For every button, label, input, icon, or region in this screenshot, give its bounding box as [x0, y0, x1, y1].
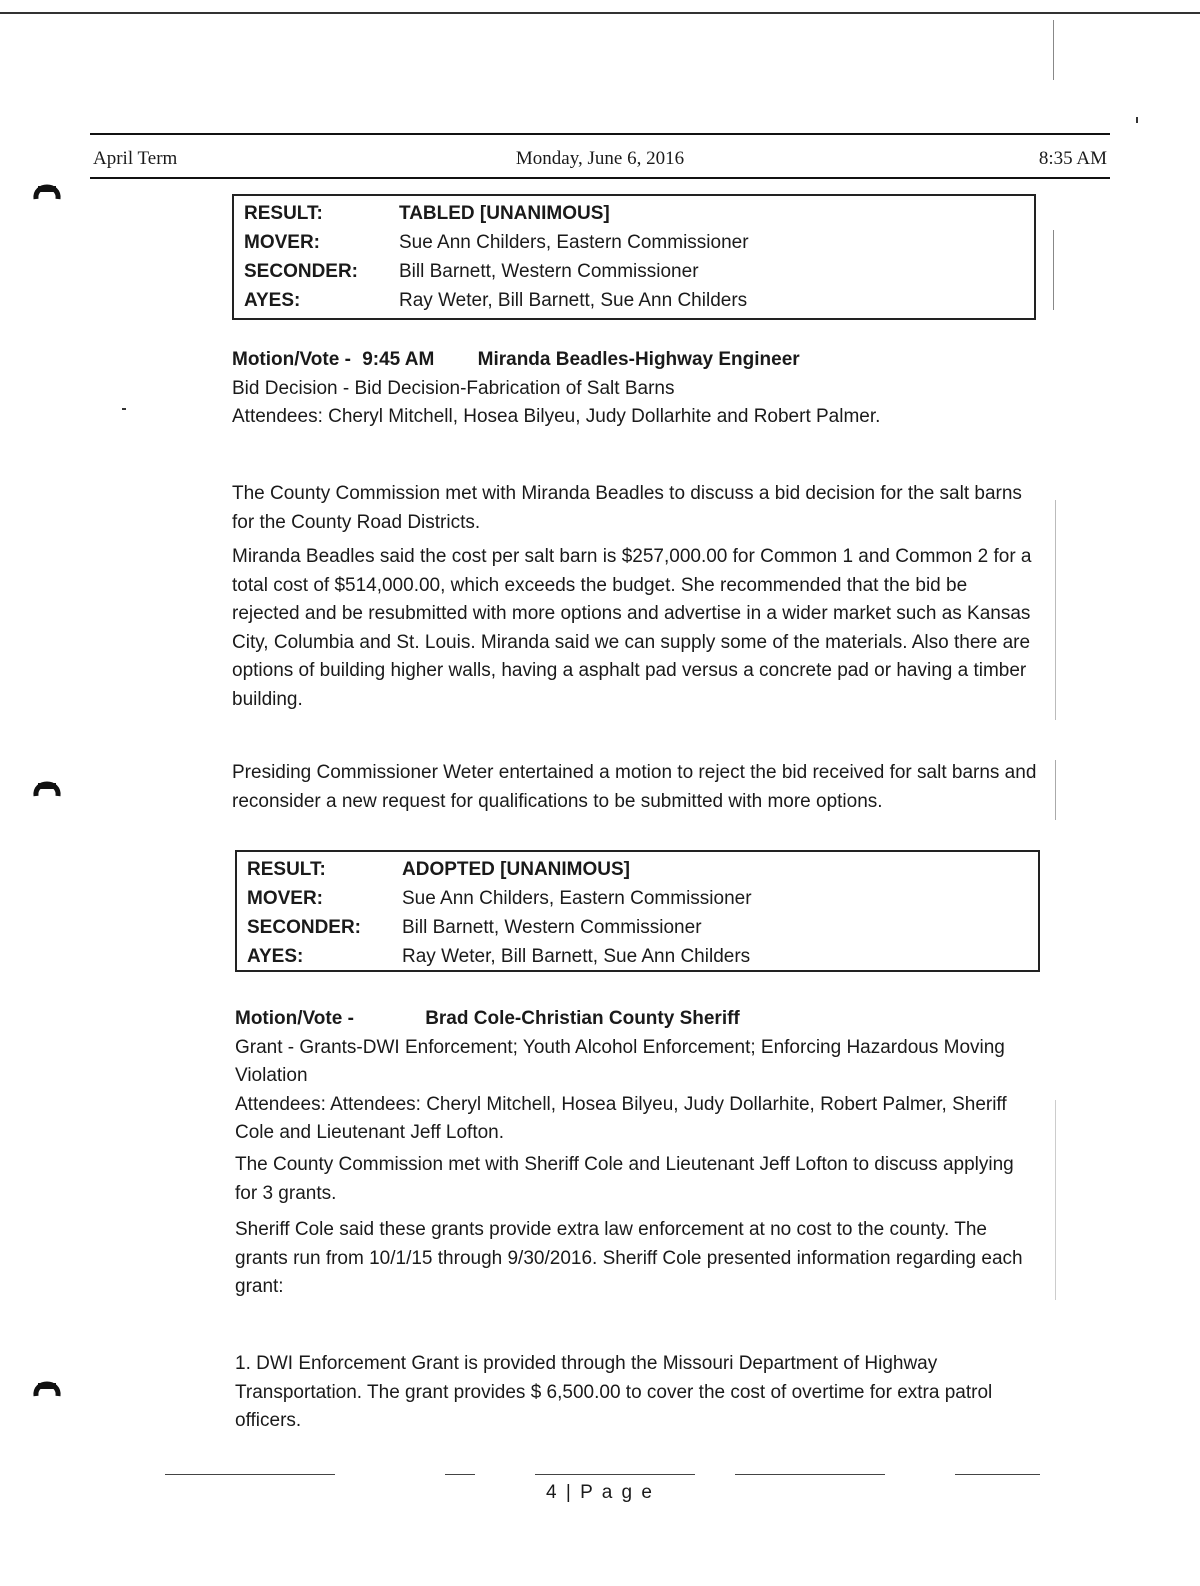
- footer-rule: [955, 1474, 1040, 1475]
- scan-speck: [1055, 1100, 1056, 1300]
- scan-speck: [1055, 760, 1056, 820]
- footer-rule: [535, 1474, 695, 1475]
- vote-result-box: [235, 850, 1040, 972]
- vote-label: AYES:: [244, 289, 301, 311]
- vote-mover-value: Sue Ann Childers, Eastern Commissioner: [399, 231, 749, 253]
- header-rule-top: [90, 133, 1110, 135]
- vote-row-mover: [244, 228, 1024, 257]
- vote-row-result: [247, 855, 1028, 884]
- term-label: April Term: [93, 148, 178, 169]
- motion-label: Motion/Vote -: [235, 1008, 354, 1029]
- footer-rule: [445, 1474, 475, 1475]
- vote-label: RESULT:: [244, 202, 323, 224]
- meeting-time: 8:35 AM: [1038, 148, 1107, 169]
- motion-label: Motion/Vote -: [232, 349, 351, 370]
- vote-result-value: TABLED [UNANIMOUS]: [399, 202, 610, 224]
- vote-result-box: [232, 194, 1036, 320]
- vote-ayes-value: Ray Weter, Bill Barnett, Sue Ann Childers: [402, 945, 751, 967]
- presenter: Brad Cole-Christian County Sheriff: [425, 1008, 740, 1029]
- footer-rule: [165, 1474, 335, 1475]
- paragraph: The County Commission met with Miranda Beadles to discuss a bid decision for the salt barns for the County Road Districts.: [232, 483, 1022, 533]
- scan-speck: [1136, 117, 1138, 123]
- vote-label: RESULT:: [247, 858, 326, 880]
- subject-line: Bid Decision - Bid Decision-Fabrication of Salt Barns: [232, 377, 675, 399]
- vote-row-ayes: [247, 942, 1028, 971]
- agenda-item-sheriff-grants: [235, 1005, 1035, 1148]
- vote-label: MOVER:: [247, 887, 323, 909]
- attendees-line: Attendees: Attendees: Cheryl Mitchell, Hosea Bilyeu, Judy Dollarhite, Robert Palmer, Sheriff Cole and Lieutenant Jeff Lofton.: [235, 1093, 1007, 1143]
- subject-line: Grant - Grants-DWI Enforcement; Youth Alcohol Enforcement; Enforcing Hazardous Moving Violation: [235, 1036, 1005, 1086]
- vote-mover-value: Sue Ann Childers, Eastern Commissioner: [402, 887, 752, 909]
- scan-speck: [1055, 500, 1056, 720]
- scan-top-edge: [0, 12, 1200, 14]
- vote-result-value: ADOPTED [UNANIMOUS]: [402, 858, 630, 880]
- vote-seconder-value: Bill Barnett, Western Commissioner: [402, 916, 702, 938]
- binder-hole-icon: [32, 772, 62, 802]
- header-rule-bottom: [90, 177, 1110, 179]
- binder-hole-icon: [32, 1372, 62, 1402]
- paragraph: Presiding Commissioner Weter entertained a motion to reject the bid received for salt barns and reconsider a new request for qualifications to be submitted with more options.: [232, 762, 1037, 812]
- vote-row-ayes: [244, 286, 1024, 315]
- paragraph: Miranda Beadles said the cost per salt barn is $257,000.00 for Common 1 and Common 2 for a total cost of $514,000.00, which exceeds the budget. She recommended that the bid be rejected and be resubmitted with more options and advertise in a wider market such as Kansas City, Columbia and St. Louis. Miranda said we can supply some of the materials. Also there are options of building higher walls, having a asphalt pad versus a concrete pad or having a timber building.: [232, 546, 1032, 710]
- vote-row-seconder: [244, 257, 1024, 286]
- page-number: 4 | P a g e: [546, 1482, 654, 1503]
- vote-label: SECONDER:: [247, 916, 362, 938]
- vote-label: SECONDER:: [244, 260, 359, 282]
- footer-rule: [735, 1474, 885, 1475]
- vote-row-result: [244, 199, 1024, 228]
- vote-row-mover: [247, 884, 1028, 913]
- vote-label: AYES:: [247, 945, 304, 967]
- agenda-item-salt-barns: [232, 346, 1052, 432]
- vote-row-seconder: [247, 913, 1028, 942]
- scan-speck: [122, 408, 126, 410]
- vote-label: MOVER:: [244, 231, 320, 253]
- binder-hole-icon: [32, 175, 62, 205]
- scan-speck: [1053, 230, 1054, 310]
- motion-time: 9:45 AM: [362, 349, 435, 370]
- paragraph: The County Commission met with Sheriff Cole and Lieutenant Jeff Lofton to discuss applying for 3 grants.: [235, 1154, 1014, 1204]
- vote-ayes-value: Ray Weter, Bill Barnett, Sue Ann Childers: [399, 289, 748, 311]
- scan-speck: [1053, 20, 1054, 80]
- vote-seconder-value: Bill Barnett, Western Commissioner: [399, 260, 699, 282]
- attendees-line: Attendees: Cheryl Mitchell, Hosea Bilyeu, Judy Dollarhite and Robert Palmer.: [232, 406, 881, 427]
- meeting-date: Monday, June 6, 2016: [515, 148, 685, 169]
- paragraph: Sheriff Cole said these grants provide extra law enforcement at no cost to the county. The grants run from 10/1/15 through 9/30/2016. Sheriff Cole presented information regarding each grant:: [235, 1219, 1023, 1297]
- paragraph: 1. DWI Enforcement Grant is provided through the Missouri Department of Highway Transportation. The grant provides $ 6,500.00 to cover the cost of overtime for extra patrol officers.: [235, 1353, 993, 1431]
- presenter: Miranda Beadles-Highway Engineer: [477, 349, 800, 370]
